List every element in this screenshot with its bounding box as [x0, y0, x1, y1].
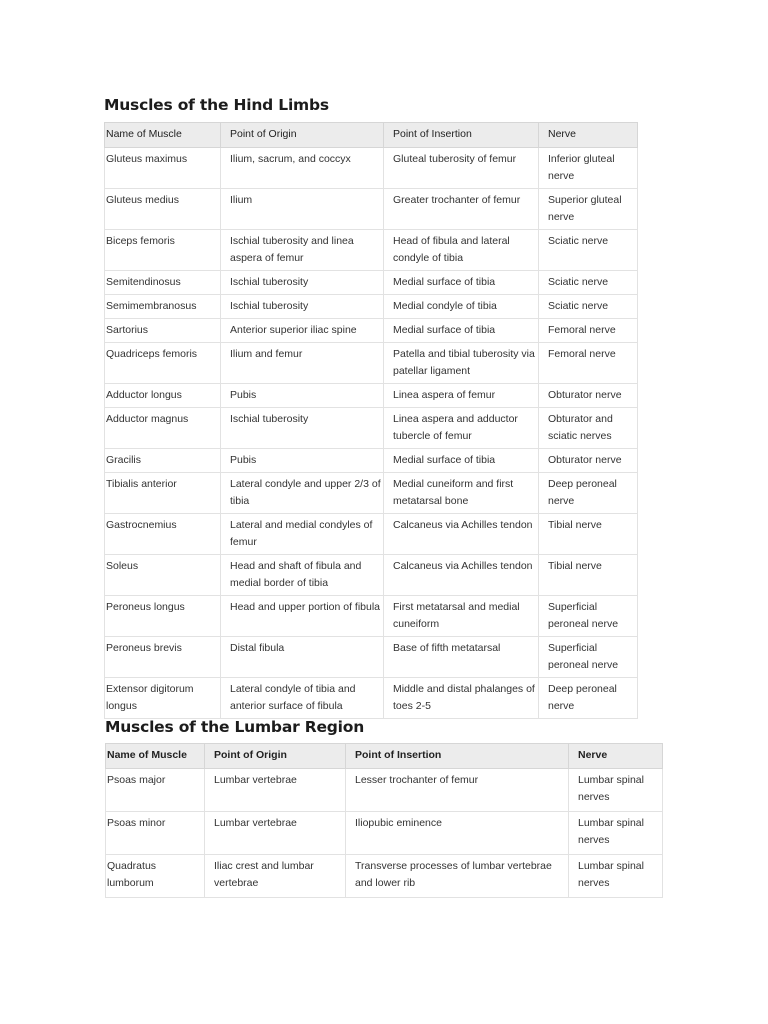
table-row [105, 408, 638, 449]
column-header: Point of Origin [221, 123, 384, 148]
table-row [105, 555, 638, 596]
table-cell: Tibialis anterior [105, 473, 221, 514]
lumbar-region-table [105, 743, 663, 898]
table-cell: Lumbar vertebrae [205, 769, 346, 812]
table-cell: Femoral nerve [539, 319, 638, 343]
table-cell: Peroneus longus [105, 596, 221, 637]
table-cell: Biceps femoris [105, 230, 221, 271]
table-cell: Superficial peroneal nerve [539, 596, 638, 637]
table-cell: Ischial tuberosity [221, 271, 384, 295]
table-cell: Femoral nerve [539, 343, 638, 384]
table-row [106, 855, 663, 898]
table-cell: Deep peroneal nerve [539, 678, 638, 719]
table-row [105, 678, 638, 719]
table-cell: Semitendinosus [105, 271, 221, 295]
table-cell: Gastrocnemius [105, 514, 221, 555]
table-cell: Linea aspera and adductor tubercle of femur [384, 408, 539, 449]
column-header: Nerve [569, 744, 663, 769]
table-cell: Medial surface of tibia [384, 319, 539, 343]
table-cell: Calcaneus via Achilles tendon [384, 555, 539, 596]
table-cell: Quadratus lumborum [106, 855, 205, 898]
table-cell: Peroneus brevis [105, 637, 221, 678]
table-cell: Lumbar spinal nerves [569, 812, 663, 855]
table-cell: Pubis [221, 449, 384, 473]
table-cell: Adductor longus [105, 384, 221, 408]
hind-limbs-title: Muscles of the Hind Limbs [104, 96, 329, 114]
table-cell: Head and shaft of fibula and medial border of tibia [221, 555, 384, 596]
table-cell: Pubis [221, 384, 384, 408]
table-cell: Medial surface of tibia [384, 449, 539, 473]
table-cell: Lateral and medial condyles of femur [221, 514, 384, 555]
column-header: Point of Insertion [346, 744, 569, 769]
table-row [105, 514, 638, 555]
table-cell: Gluteal tuberosity of femur [384, 148, 539, 189]
table-header-row [105, 123, 638, 148]
table-row [105, 230, 638, 271]
table-cell: Tibial nerve [539, 514, 638, 555]
lumbar-region-title: Muscles of the Lumbar Region [105, 718, 365, 736]
column-header: Name of Muscle [106, 744, 205, 769]
table-cell: Ischial tuberosity [221, 295, 384, 319]
table-cell: Ilium and femur [221, 343, 384, 384]
column-header: Nerve [539, 123, 638, 148]
table-header-row [106, 744, 663, 769]
hind-limbs-table [104, 122, 638, 719]
table-row [105, 473, 638, 514]
table-row [105, 343, 638, 384]
table-cell: Ischial tuberosity and linea aspera of femur [221, 230, 384, 271]
table-cell: Sartorius [105, 319, 221, 343]
table-row [105, 637, 638, 678]
table-cell: Soleus [105, 555, 221, 596]
table-cell: Deep peroneal nerve [539, 473, 638, 514]
table-cell: Iliac crest and lumbar vertebrae [205, 855, 346, 898]
table-cell: Obturator and sciatic nerves [539, 408, 638, 449]
table-cell: Distal fibula [221, 637, 384, 678]
table-cell: Lateral condyle of tibia and anterior surface of fibula [221, 678, 384, 719]
table-row [105, 148, 638, 189]
lumbar-region-section [105, 717, 662, 898]
table-cell: Superior gluteal nerve [539, 189, 638, 230]
table-cell: Lumbar spinal nerves [569, 769, 663, 812]
table-cell: Adductor magnus [105, 408, 221, 449]
table-cell: Transverse processes of lumbar vertebrae and lower rib [346, 855, 569, 898]
table-cell: Middle and distal phalanges of toes 2-5 [384, 678, 539, 719]
table-cell: Sciatic nerve [539, 230, 638, 271]
table-cell: Psoas minor [106, 812, 205, 855]
table-cell: Patella and tibial tuberosity via patellar ligament [384, 343, 539, 384]
table-cell: Anterior superior iliac spine [221, 319, 384, 343]
table-row [106, 812, 663, 855]
table-cell: Linea aspera of femur [384, 384, 539, 408]
hind-limbs-section [104, 95, 637, 719]
table-row [106, 769, 663, 812]
table-cell: Sciatic nerve [539, 271, 638, 295]
table-cell: Inferior gluteal nerve [539, 148, 638, 189]
table-cell: Medial surface of tibia [384, 271, 539, 295]
column-header: Name of Muscle [105, 123, 221, 148]
table-row [105, 596, 638, 637]
table-cell: Head of fibula and lateral condyle of tibia [384, 230, 539, 271]
table-cell: Lumbar vertebrae [205, 812, 346, 855]
table-cell: Gluteus medius [105, 189, 221, 230]
table-cell: Head and upper portion of fibula [221, 596, 384, 637]
table-cell: Greater trochanter of femur [384, 189, 539, 230]
table-cell: Gluteus maximus [105, 148, 221, 189]
table-cell: Semimembranosus [105, 295, 221, 319]
table-cell: Superficial peroneal nerve [539, 637, 638, 678]
table-cell: Ischial tuberosity [221, 408, 384, 449]
table-cell: Ilium, sacrum, and coccyx [221, 148, 384, 189]
table-cell: Psoas major [106, 769, 205, 812]
table-row [105, 271, 638, 295]
table-row [105, 319, 638, 343]
table-cell: Medial cuneiform and first metatarsal bone [384, 473, 539, 514]
table-cell: Extensor digitorum longus [105, 678, 221, 719]
column-header: Point of Insertion [384, 123, 539, 148]
table-cell: Lesser trochanter of femur [346, 769, 569, 812]
table-cell: Sciatic nerve [539, 295, 638, 319]
table-cell: Lumbar spinal nerves [569, 855, 663, 898]
table-cell: Quadriceps femoris [105, 343, 221, 384]
table-cell: Calcaneus via Achilles tendon [384, 514, 539, 555]
table-row [105, 449, 638, 473]
table-row [105, 295, 638, 319]
table-cell: First metatarsal and medial cuneiform [384, 596, 539, 637]
table-cell: Tibial nerve [539, 555, 638, 596]
table-cell: Lateral condyle and upper 2/3 of tibia [221, 473, 384, 514]
table-cell: Obturator nerve [539, 449, 638, 473]
table-cell: Iliopubic eminence [346, 812, 569, 855]
table-cell: Gracilis [105, 449, 221, 473]
table-row [105, 189, 638, 230]
table-cell: Medial condyle of tibia [384, 295, 539, 319]
column-header: Point of Origin [205, 744, 346, 769]
table-row [105, 384, 638, 408]
table-cell: Obturator nerve [539, 384, 638, 408]
table-cell: Base of fifth metatarsal [384, 637, 539, 678]
table-cell: Ilium [221, 189, 384, 230]
